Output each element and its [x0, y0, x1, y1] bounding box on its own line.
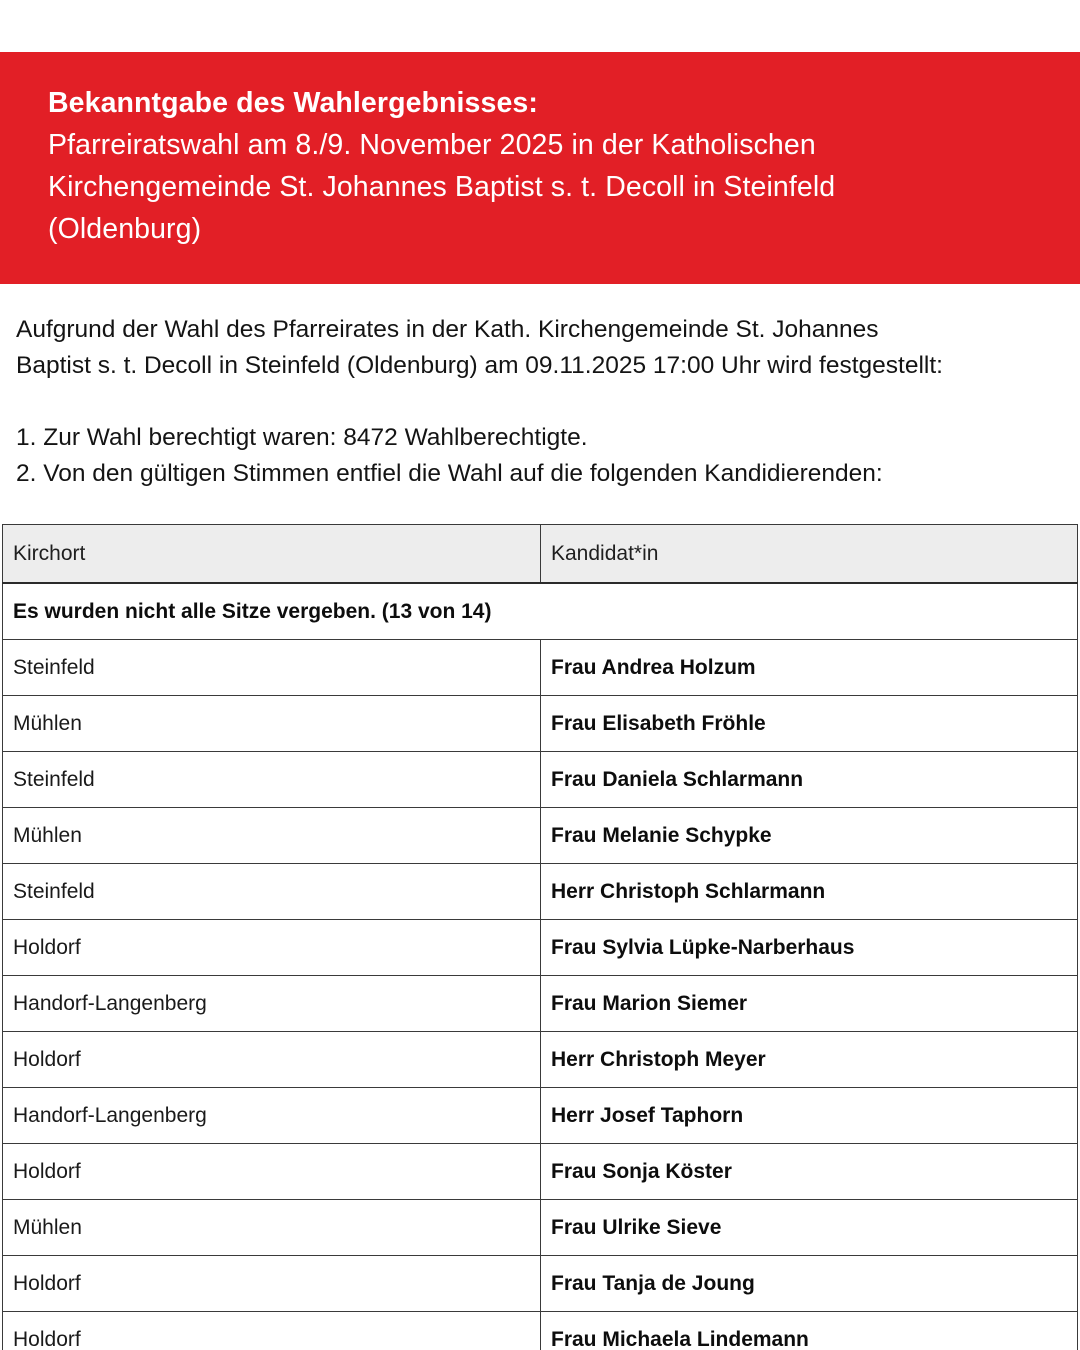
cell-kandidat: Frau Ulrike Sieve — [541, 1200, 1078, 1256]
table-row — [3, 976, 1078, 1032]
table-row — [3, 920, 1078, 976]
cell-kandidat: Frau Elisabeth Fröhle — [541, 696, 1078, 752]
cell-kirchort: Handorf-Langenberg — [3, 976, 541, 1032]
cell-kandidat: Frau Michaela Lindemann — [541, 1312, 1078, 1350]
intro-paragraph1-line2: Baptist s. t. Decoll in Steinfeld (Oldenburg) am 09.11.2025 17:00 Uhr wird festgestellt: — [16, 352, 943, 379]
table-row — [3, 696, 1078, 752]
cell-kirchort: Mühlen — [3, 808, 541, 864]
cell-kandidat: Frau Tanja de Joung — [541, 1256, 1078, 1312]
cell-kandidat: Frau Sylvia Lüpke-Narberhaus — [541, 920, 1078, 976]
table-row — [3, 640, 1078, 696]
cell-kirchort: Handorf-Langenberg — [3, 1088, 541, 1144]
table-header-row — [3, 525, 1078, 584]
cell-kirchort: Holdorf — [3, 1312, 541, 1350]
seats-note: Es wurden nicht alle Sitze vergeben. (13 von 14) — [3, 583, 1078, 640]
cell-kirchort: Holdorf — [3, 1144, 541, 1200]
cell-kandidat: Frau Sonja Köster — [541, 1144, 1078, 1200]
cell-kirchort: Holdorf — [3, 1256, 541, 1312]
table-row — [3, 1312, 1078, 1350]
table-row — [3, 1088, 1078, 1144]
intro-paragraph2-line1: 1. Zur Wahl berechtigt waren: 8472 Wahlberechtigte. — [16, 424, 588, 451]
results-table-container — [2, 524, 1077, 1350]
cell-kirchort: Mühlen — [3, 696, 541, 752]
column-header-kirchort: Kirchort — [3, 525, 541, 584]
table-body — [3, 583, 1078, 1350]
cell-kandidat: Frau Daniela Schlarmann — [541, 752, 1078, 808]
table-row — [3, 1256, 1078, 1312]
banner-title-line-1: Bekanntgabe des Wahlergebnisses: — [48, 87, 538, 119]
banner-title-line-3: Kirchengemeinde St. Johannes Baptist s. t. Decoll in Steinfeld — [48, 171, 836, 203]
cell-kirchort: Steinfeld — [3, 752, 541, 808]
table-row — [3, 864, 1078, 920]
intro-paragraph1-line1: Aufgrund der Wahl des Pfarreirates in der Kath. Kirchengemeinde St. Johannes — [16, 316, 879, 343]
cell-kirchort: Holdorf — [3, 920, 541, 976]
cell-kandidat: Herr Josef Taphorn — [541, 1088, 1078, 1144]
intro-spacer — [16, 384, 1072, 420]
table-row — [3, 808, 1078, 864]
table-row — [3, 1032, 1078, 1088]
intro-text-block — [16, 312, 1072, 492]
table-row — [3, 1144, 1078, 1200]
intro-paragraph2-line2: 2. Von den gültigen Stimmen entfiel die Wahl auf die folgenden Kandidierenden: — [16, 460, 883, 487]
table-header — [3, 525, 1078, 584]
cell-kandidat: Frau Marion Siemer — [541, 976, 1078, 1032]
cell-kirchort: Mühlen — [3, 1200, 541, 1256]
cell-kirchort: Steinfeld — [3, 864, 541, 920]
banner-title-line-2: Pfarreiratswahl am 8./9. November 2025 in der Katholischen — [48, 129, 816, 161]
cell-kandidat: Frau Andrea Holzum — [541, 640, 1078, 696]
cell-kirchort: Holdorf — [3, 1032, 541, 1088]
cell-kandidat: Frau Melanie Schypke — [541, 808, 1078, 864]
table-note-row — [3, 583, 1078, 640]
table-row — [3, 1200, 1078, 1256]
column-header-kandidat: Kandidat*in — [541, 525, 1078, 584]
table-row — [3, 752, 1078, 808]
cell-kirchort: Steinfeld — [3, 640, 541, 696]
announcement-banner — [0, 52, 1080, 284]
election-results-table — [2, 524, 1078, 1350]
cell-kandidat: Herr Christoph Schlarmann — [541, 864, 1078, 920]
cell-kandidat: Herr Christoph Meyer — [541, 1032, 1078, 1088]
banner-title-line-4: (Oldenburg) — [48, 213, 202, 245]
